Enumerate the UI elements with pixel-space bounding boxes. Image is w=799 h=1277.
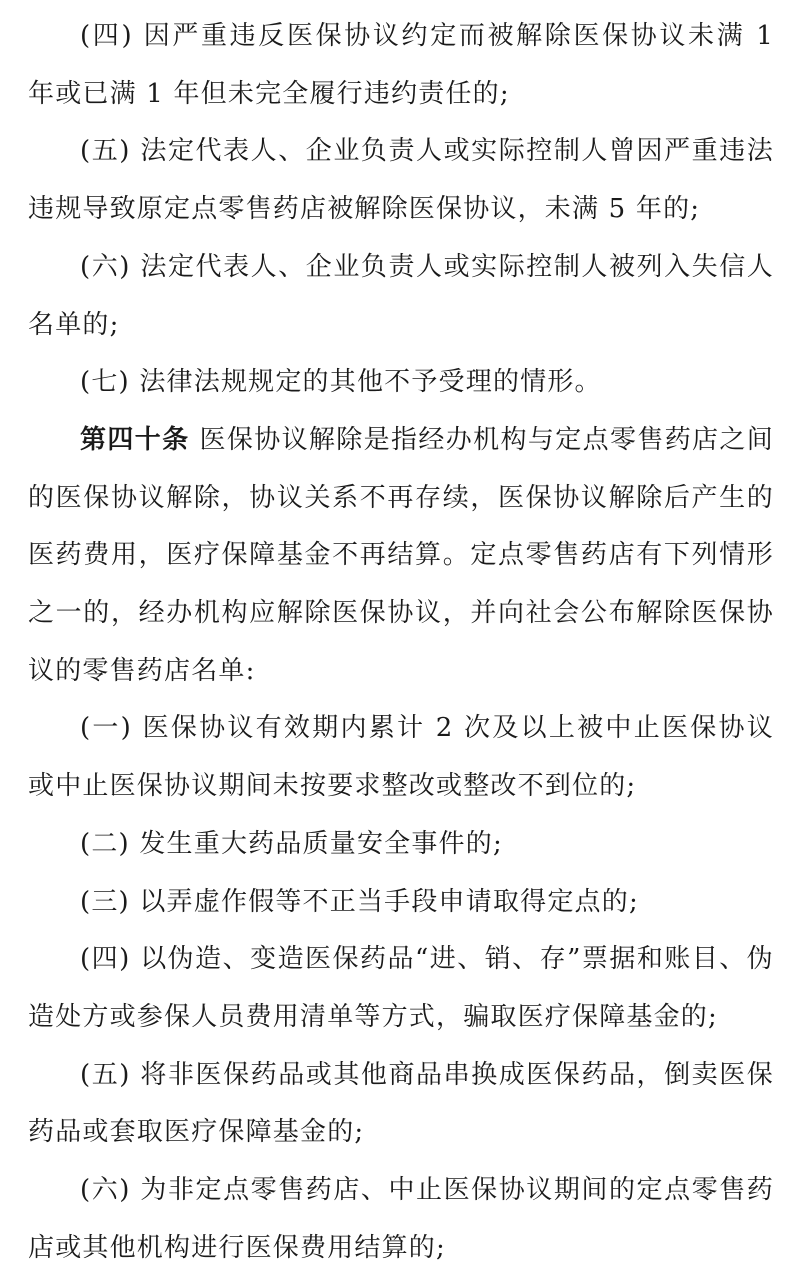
article-40-body: 医保协议解除是指经办机构与定点零售药店之间的医保协议解除，协议关系不再存续，医保协议解除后产生的医药费用，医疗保障基金不再结算。定点零售药店有下列情形之一的，经办机构应解除医保协议，并向社会公布解除医保协议的零售药店名单:	[28, 424, 774, 686]
clause-item-5: (五) 法定代表人、企业负责人或实际控制人曾因严重违法违规导致原定点零售药店被解除医保协议，未满 5 年的;	[28, 136, 774, 225]
article-40-item-6: (六) 为非定点零售药店、中止医保协议期间的定点零售药店或其他机构进行医保费用结算的;	[28, 1175, 774, 1263]
article-40	[28, 412, 774, 701]
document-page	[28, 8, 774, 1277]
article-40-item-4: (四) 以伪造、变造医保药品“进、销、存”票据和账目、伪造处方或参保人员费用清单等方式，骗取医疗保障基金的;	[28, 944, 774, 1032]
article-40-heading: 第四十条	[80, 424, 190, 455]
clause-item-7: (七) 法律法规规定的其他不予受理的情形。	[80, 367, 602, 398]
article-40-item-2: (二) 发生重大药品质量安全事件的;	[80, 828, 503, 859]
clause-item-6: (六) 法定代表人、企业负责人或实际控制人被列入失信人名单的;	[28, 251, 774, 340]
article-40-item-1: (一) 医保协议有效期内累计 2 次及以上被中止医保协议或中止医保协议期间未按要求整改或整改不到位的;	[28, 713, 774, 802]
article-40-item-3: (三) 以弄虚作假等不正当手段申请取得定点的;	[80, 886, 639, 917]
article-40-item-5: (五) 将非医保药品或其他商品串换成医保药品，倒卖医保药品或套取医疗保障基金的;	[28, 1059, 774, 1148]
clause-item-4: (四) 因严重违反医保协议约定而被解除医保协议未满 1 年或已满 1 年但未完全履行违约责任的;	[28, 21, 774, 109]
